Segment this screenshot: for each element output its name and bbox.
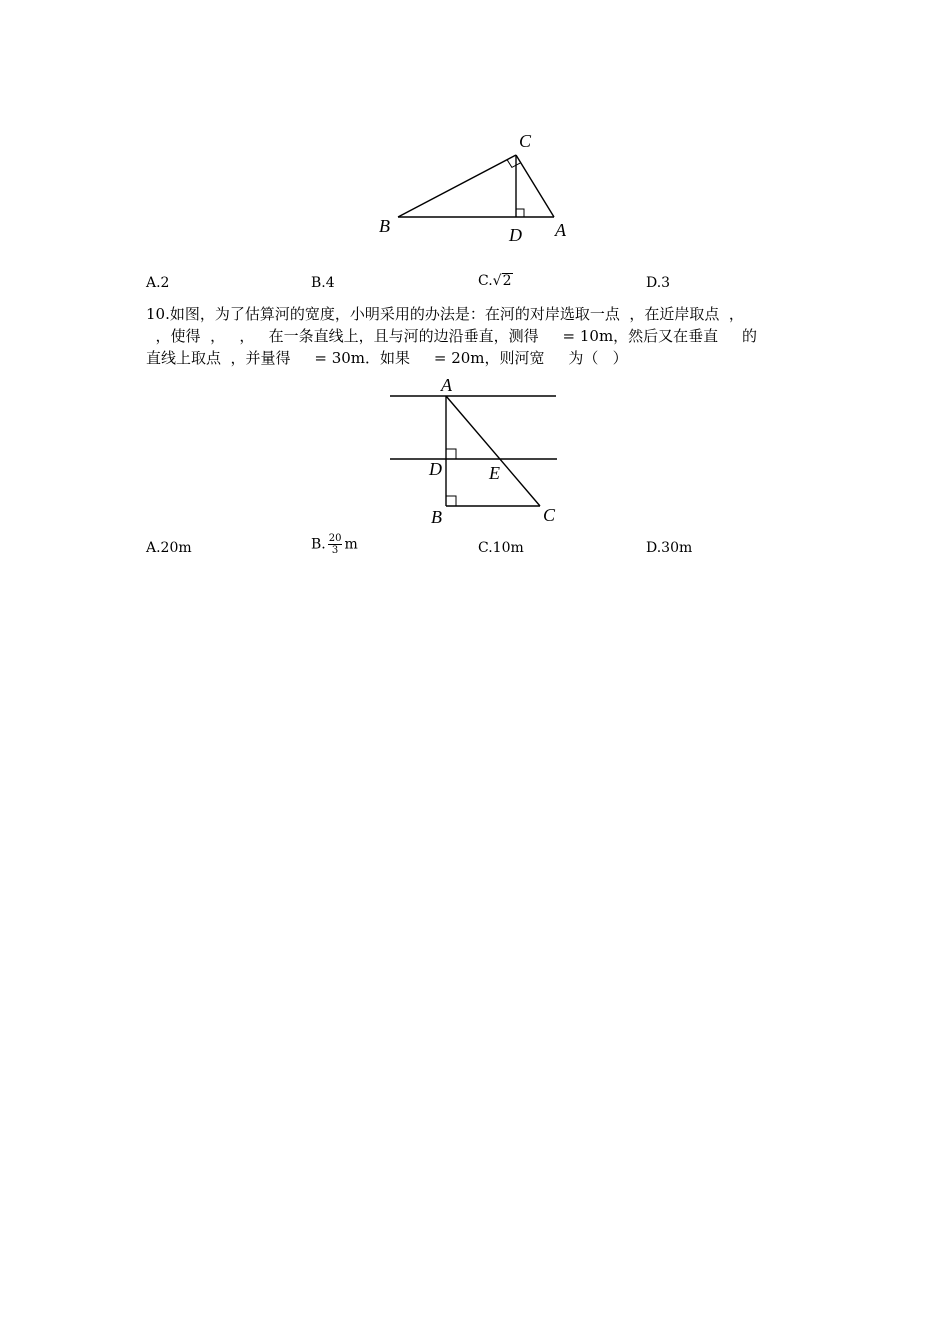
q10-river-figure xyxy=(385,376,565,528)
q10-right-angle-marks xyxy=(446,449,456,506)
q9-option-c-radical: √ xyxy=(492,273,502,289)
q9-option-c-radicand: 2 xyxy=(502,273,512,289)
q10-label-c: C xyxy=(543,505,556,525)
q9-option-b: B.4 xyxy=(311,275,335,291)
q10-text-line-2: ，使得 ， ， 在一条直线上，且与河的边沿垂直，测得 = 10m，然后又在垂直 的 xyxy=(146,327,758,345)
q9-option-c xyxy=(478,273,513,289)
q9-label-c: C xyxy=(519,131,532,151)
q10-option-b xyxy=(311,533,358,556)
q10-option-b-suffix: m xyxy=(344,536,358,553)
q9-option-d: D.3 xyxy=(646,275,671,291)
q9-segment-ca xyxy=(516,155,554,217)
q10-label-a: A xyxy=(441,376,452,395)
q9-label-d: D xyxy=(509,225,522,245)
q10-option-b-fraction xyxy=(328,533,343,556)
q9-triangle-figure xyxy=(370,125,580,245)
q10-figure-lines xyxy=(390,396,557,506)
q10-option-d: D.30m xyxy=(646,540,693,556)
q10-segment-ac xyxy=(446,396,540,506)
q10-label-b: B xyxy=(431,507,442,527)
q10-right-angle-b xyxy=(446,496,456,506)
q9-right-angle-c xyxy=(507,160,521,168)
q10-option-a: A.20m xyxy=(146,540,192,556)
q10-label-d: D xyxy=(429,459,442,479)
q10-label-e: E xyxy=(489,463,500,483)
q9-label-b: B xyxy=(379,216,390,236)
q10-option-b-numerator: 20 xyxy=(328,533,342,544)
q9-triangle-lines xyxy=(398,155,554,217)
q10-option-b-denominator: 3 xyxy=(331,545,339,556)
q10-text-line-3: 直线上取点 ，并量得 = 30m．如果 = 20m，则河宽 为（ ） xyxy=(146,349,628,367)
q9-option-c-sqrt xyxy=(493,273,513,289)
q9-right-angle-d xyxy=(516,209,524,217)
q9-option-a: A.2 xyxy=(146,275,170,291)
q9-segment-bc xyxy=(398,155,516,217)
q10-right-angle-d xyxy=(446,449,456,459)
q10-text-line-1: 10.如图，为了估算河的宽度，小明采用的办法是：在河的对岸选取一点 ，在近岸取点 ， xyxy=(146,305,744,323)
q10-option-c: C.10m xyxy=(478,540,524,556)
q10-option-b-prefix: B. xyxy=(311,536,326,553)
q9-label-a: A xyxy=(555,220,566,240)
q9-option-c-prefix: C. xyxy=(478,273,493,289)
